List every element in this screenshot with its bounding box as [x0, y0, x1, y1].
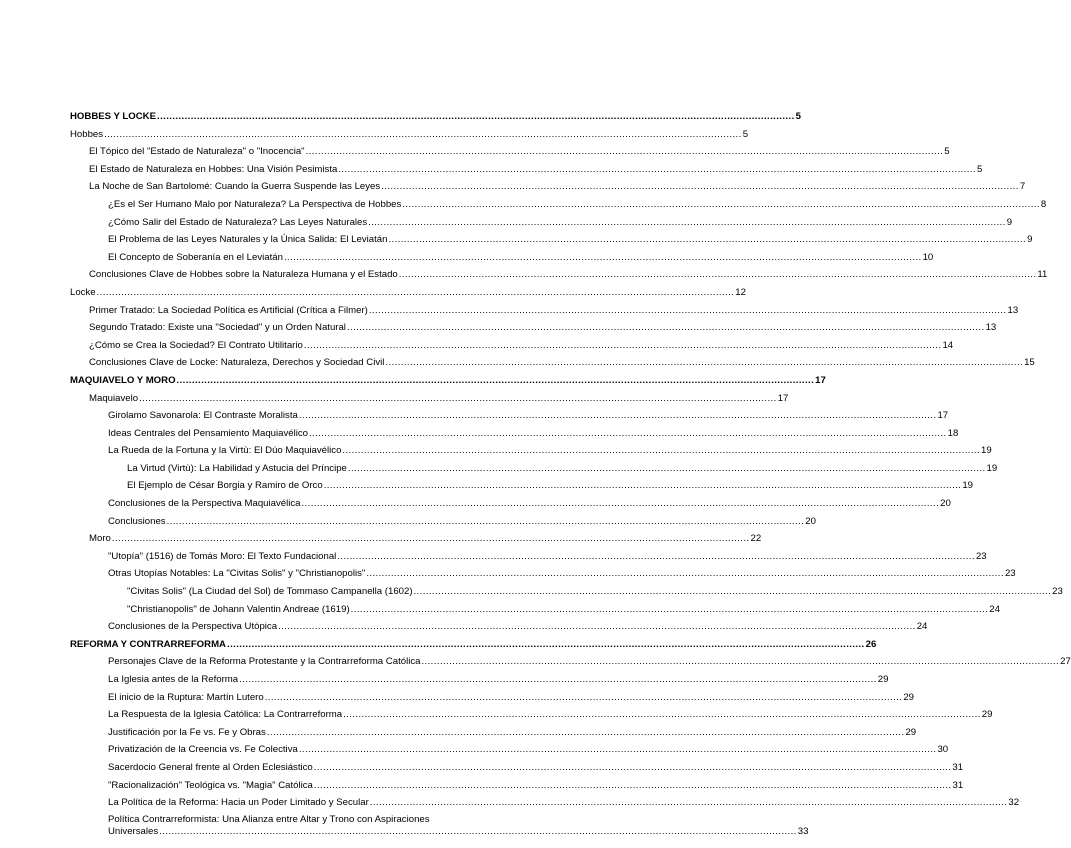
toc-leader-dots — [267, 727, 905, 739]
toc-page-number: 29 — [981, 709, 993, 721]
toc-leader-dots — [351, 604, 989, 616]
toc-page-number: 7 — [1019, 181, 1026, 193]
toc-entry-text: El Ejemplo de César Borgia y Ramiro de Orco — [127, 480, 323, 492]
toc-entry[interactable] — [70, 726, 917, 739]
toc-leader-dots — [369, 305, 1007, 317]
toc-leader-dots — [302, 498, 940, 510]
toc-entry-text: Conclusiones — [108, 515, 166, 527]
toc-entry[interactable] — [70, 445, 992, 457]
toc-page-number: 20 — [805, 515, 816, 527]
toc-leader-dots — [314, 780, 952, 792]
toc-page-number: 5 — [976, 163, 983, 175]
toc-entry[interactable] — [70, 322, 997, 334]
toc-entry[interactable] — [70, 550, 987, 563]
toc-entry[interactable] — [70, 216, 1013, 229]
toc-leader-dots — [402, 199, 1040, 211]
toc-page-number: 15 — [1024, 357, 1035, 369]
toc-leader-dots — [366, 568, 1004, 580]
toc-page-number: 24 — [989, 603, 1000, 615]
toc-entry-text: ¿Cómo Salir del Estado de Naturaleza? Las Leyes Naturales — [108, 216, 368, 228]
toc-leader-dots — [157, 111, 795, 123]
toc-entry-text: La Iglesia antes de la Reforma — [108, 674, 239, 685]
toc-entry[interactable] — [70, 286, 746, 299]
toc-page-number: 23 — [1004, 568, 1016, 580]
toc-entry[interactable] — [70, 586, 1063, 598]
toc-leader-dots — [167, 516, 805, 528]
toc-entry-text: Ideas Centrales del Pensamiento Maquiavélico — [108, 427, 308, 439]
toc-entry[interactable] — [70, 709, 993, 721]
table-of-contents — [70, 111, 1071, 843]
toc-entry-text: "Racionalización" Teológica vs. "Magia" Católica — [108, 779, 313, 791]
toc-entry-text: Conclusiones de la Perspectiva Utópica — [108, 621, 278, 633]
toc-page-number: 5 — [742, 128, 749, 140]
toc-entry-text-line2: Universales — [108, 825, 159, 837]
toc-entry-text: El Concepto de Soberanía en el Leviatán — [108, 251, 283, 263]
toc-entry-text: Personajes Clave de la Reforma Protestante y la Contrarreforma Católica — [108, 656, 421, 668]
toc-leader-dots — [421, 656, 1059, 668]
toc-page-number: 9 — [1027, 234, 1033, 246]
toc-entry-text: Locke — [70, 286, 96, 298]
toc-entry[interactable] — [70, 533, 762, 545]
toc-page-number: 9 — [1006, 216, 1013, 228]
toc-entry-text: "Utopía" (1516) de Tomás Moro: El Texto Fundacional — [108, 550, 337, 562]
toc-leader-dots — [112, 533, 750, 545]
toc-page-number: 32 — [1008, 797, 1020, 809]
toc-page-number: 10 — [922, 251, 934, 263]
toc-page-number: 31 — [952, 779, 964, 791]
toc-page-number: 11 — [1037, 269, 1048, 281]
toc-section-heading[interactable] — [70, 111, 801, 123]
toc-entry-text: Maquiavelo — [89, 392, 139, 404]
toc-entry[interactable] — [70, 656, 1071, 668]
toc-page-number: 31 — [952, 761, 964, 773]
toc-entry[interactable] — [70, 146, 950, 158]
toc-entry[interactable] — [70, 392, 789, 405]
toc-entry-text: La Virtud (Virtù): La Habilidad y Astucia del Príncipe — [127, 462, 347, 474]
toc-leader-dots — [342, 445, 980, 457]
toc-page-number: 17 — [777, 392, 789, 404]
toc-entry-text: "Civitas Solis" (La Ciudad del Sol) de Tommaso Campanella (1602) — [127, 586, 413, 598]
toc-page-number: 27 — [1060, 656, 1071, 668]
toc-leader-dots — [299, 410, 937, 422]
toc-leader-dots — [139, 393, 777, 405]
toc-entry-text: Hobbes — [70, 128, 104, 140]
toc-entry[interactable] — [70, 761, 964, 774]
toc-page-number: 20 — [940, 498, 951, 510]
toc-page-number: 29 — [905, 726, 917, 738]
toc-entry[interactable] — [70, 779, 964, 792]
toc-page-number: 19 — [986, 462, 998, 474]
toc-leader-dots — [239, 674, 877, 686]
toc-leader-dots — [278, 621, 916, 633]
toc-page-number: 19 — [962, 480, 973, 492]
toc-page-number: 24 — [916, 621, 928, 633]
toc-leader-dots — [414, 586, 1052, 598]
toc-entry[interactable] — [70, 181, 1026, 193]
toc-entry-text-line1: Política Contrarreformista: Una Alianza entre Altar y Trono con Aspiraciones — [108, 813, 430, 825]
toc-page-number: 5 — [795, 111, 801, 122]
toc-entry[interactable] — [70, 674, 889, 686]
toc-entry[interactable] — [70, 304, 1019, 317]
toc-entry-text: Sacerdocio General frente al Orden Eclesiástico — [108, 761, 313, 773]
toc-leader-dots — [104, 129, 742, 141]
toc-leader-dots — [159, 826, 797, 838]
toc-entry-text: HOBBES Y LOCKE — [70, 111, 157, 122]
toc-page-number: 23 — [975, 550, 987, 562]
toc-leader-dots — [368, 217, 1006, 229]
toc-entry-text: La Política de la Reforma: Hacia un Poder Limitado y Secular — [108, 797, 369, 809]
toc-entry[interactable] — [70, 797, 1020, 809]
toc-page-number: 30 — [937, 744, 949, 756]
toc-entry[interactable] — [70, 427, 959, 440]
toc-entry-text: La Respuesta de la Iglesia Católica: La Contrarreforma — [108, 709, 343, 721]
toc-section-heading[interactable] — [70, 374, 826, 387]
toc-entry[interactable] — [70, 410, 949, 422]
toc-entry[interactable] — [70, 568, 1016, 580]
toc-page-number: 12 — [735, 286, 746, 298]
toc-entry[interactable] — [70, 251, 934, 264]
toc-entry-text: ¿Cómo se Crea la Sociedad? El Contrato Utilitario — [89, 339, 303, 351]
toc-entry[interactable] — [70, 339, 954, 352]
toc-leader-dots — [304, 340, 942, 352]
toc-entry-text: El inicio de la Ruptura: Martín Lutero — [108, 691, 264, 703]
toc-entry-text: Otras Utopías Notables: La "Civitas Solis" y "Christianopolis" — [108, 568, 366, 580]
toc-entry[interactable] — [70, 515, 816, 528]
toc-entry-text: Girolamo Savonarola: El Contraste Moralista — [108, 410, 298, 422]
toc-entry-text: El Problema de las Leyes Naturales y la Única Salida: El Leviatán — [108, 234, 388, 246]
toc-page-number: 5 — [944, 146, 950, 158]
toc-entries — [70, 111, 1071, 809]
toc-leader-dots — [284, 252, 922, 264]
toc-entry-text: MAQUIAVELO Y MORO — [70, 374, 176, 386]
toc-leader-dots — [299, 744, 937, 756]
toc-entry-text: Privatización de la Creencia vs. Fe Colectiva — [108, 744, 298, 756]
toc-leader-dots — [309, 428, 947, 440]
toc-leader-dots — [306, 146, 944, 158]
toc-leader-dots — [314, 762, 952, 774]
toc-page-number: 22 — [750, 533, 762, 545]
toc-entry-text: Moro — [89, 533, 111, 545]
toc-entry-text: El Estado de Naturaleza en Hobbes: Una Visión Pesimista — [89, 163, 338, 175]
toc-entry-text: Justificación por la Fe vs. Fe y Obras — [108, 726, 266, 738]
toc-page-number: 14 — [942, 339, 954, 351]
toc-page-number: 18 — [947, 427, 959, 439]
toc-leader-dots — [324, 480, 962, 492]
toc-entry-last[interactable] — [70, 813, 809, 838]
toc-leader-dots — [388, 234, 1026, 246]
toc-page-number: 13 — [1007, 304, 1019, 316]
toc-entry[interactable] — [70, 462, 998, 475]
toc-page-number: 29 — [877, 674, 889, 685]
toc-leader-dots — [97, 287, 735, 299]
toc-leader-dots — [177, 375, 815, 387]
toc-entry[interactable] — [70, 480, 973, 492]
toc-entry[interactable] — [70, 269, 1048, 281]
toc-page-number: 8 — [1040, 198, 1047, 210]
toc-leader-dots — [227, 639, 865, 651]
toc-entry-line2 — [70, 825, 809, 838]
toc-page-number: 19 — [981, 445, 992, 457]
toc-entry[interactable] — [70, 234, 1033, 246]
toc-entry[interactable] — [70, 198, 1047, 211]
toc-entry-text: Segundo Tratado: Existe una "Sociedad" y un Orden Natural — [89, 322, 346, 334]
toc-entry-text: Primer Tratado: La Sociedad Política es Artificial (Crítica a Filmer) — [89, 304, 368, 316]
toc-entry-text: El Tópico del "Estado de Naturaleza" o "Inocencia" — [89, 146, 305, 158]
toc-page-number: 17 — [937, 410, 949, 422]
toc-page-number: 13 — [985, 322, 997, 334]
toc-entry[interactable] — [70, 128, 749, 141]
toc-leader-dots — [370, 797, 1008, 809]
toc-leader-dots — [265, 692, 903, 704]
toc-entry[interactable] — [70, 603, 1000, 616]
toc-page-number: 26 — [865, 638, 877, 650]
toc-leader-dots — [343, 709, 981, 721]
toc-leader-dots — [399, 269, 1037, 281]
toc-entry[interactable] — [70, 621, 928, 633]
toc-leader-dots — [381, 181, 1019, 193]
toc-page-number: 17 — [815, 374, 826, 386]
toc-section-heading[interactable] — [70, 638, 877, 651]
toc-entry-text: REFORMA Y CONTRARREFORMA — [70, 638, 226, 650]
toc-entry-text: Conclusiones Clave de Hobbes sobre la Naturaleza Humana y el Estado — [89, 269, 398, 281]
toc-entry[interactable] — [70, 744, 949, 756]
toc-page-number: 29 — [903, 691, 915, 703]
toc-page-number: 23 — [1052, 586, 1063, 598]
toc-leader-dots — [348, 463, 986, 475]
toc-entry[interactable] — [70, 691, 915, 704]
toc-entry[interactable] — [70, 163, 983, 176]
toc-entry-text: Conclusiones de la Perspectiva Maquiavélica — [108, 498, 301, 510]
toc-entry-text: ¿Es el Ser Humano Malo por Naturaleza? La Perspectiva de Hobbes — [108, 198, 402, 210]
toc-leader-dots — [337, 551, 975, 563]
toc-entry-text: "Christianopolis" de Johann Valentin Andreae (1619) — [127, 603, 350, 615]
toc-page-number: 33 — [797, 825, 809, 837]
toc-entry-text: La Noche de San Bartolomé: Cuando la Guerra Suspende las Leyes — [89, 181, 381, 193]
toc-leader-dots — [347, 322, 985, 334]
toc-entry-text: Conclusiones Clave de Locke: Naturaleza, Derechos y Sociedad Civil — [89, 357, 385, 369]
toc-leader-dots — [338, 164, 976, 176]
toc-entry[interactable] — [70, 357, 1035, 369]
toc-leader-dots — [385, 357, 1023, 369]
toc-entry-text: La Rueda de la Fortuna y la Virtù: El Dúo Maquiavélico — [108, 445, 342, 457]
toc-entry[interactable] — [70, 498, 951, 510]
